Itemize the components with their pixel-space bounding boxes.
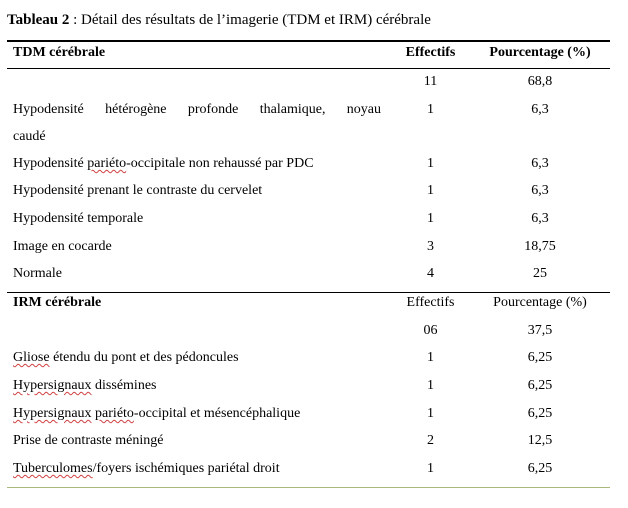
bottom-rule [7, 487, 610, 488]
row-effectifs: 1 [427, 378, 434, 393]
row-label: Image en cocarde [13, 239, 112, 254]
row-label-part: pariéto [87, 156, 127, 171]
row-pourcentage: 6,3 [531, 183, 549, 198]
row-pourcentage: 25 [533, 266, 547, 281]
row-pourcentage: 12,5 [527, 433, 553, 448]
row-pourcentage: 6,3 [531, 211, 549, 226]
row-label-part: -occipital et mésencéphalique [133, 406, 301, 421]
row-label [13, 378, 157, 394]
tdm-header-rule [7, 68, 610, 69]
irm-pourcentage-header: Pourcentage (%) [493, 295, 587, 310]
row-label-part: Tuberculomes [13, 461, 93, 476]
row-label-part: Gliose [13, 350, 50, 365]
table-row [0, 433, 628, 453]
row-pourcentage: 6,3 [531, 102, 549, 117]
table-row [0, 406, 628, 426]
row-label-part: Hypersignaux [13, 406, 92, 421]
table-row [0, 156, 628, 176]
table-row-continuation [0, 129, 628, 149]
tdm-total-effectifs: 11 [423, 74, 438, 89]
row-label-part: Hypersignaux [13, 378, 92, 393]
irm-effectifs-header: Effectifs [406, 295, 455, 310]
table-row [0, 350, 628, 370]
row-effectifs: 1 [427, 350, 434, 365]
table-row [0, 211, 628, 231]
row-label [13, 461, 280, 477]
table-caption [7, 12, 431, 29]
row-pourcentage: 18,75 [524, 239, 556, 254]
tdm-total-pourcentage: 68,8 [527, 74, 553, 89]
row-label-part: étendu du pont et des pédoncules [49, 350, 239, 365]
top-rule [7, 40, 610, 42]
row-effectifs: 1 [427, 102, 434, 117]
row-label [13, 156, 314, 172]
row-label-continued: caudé [13, 129, 46, 144]
caption-text: : Détail des résultats de l’imagerie (TDM et IRM) cérébrale [69, 12, 431, 28]
tdm-effectifs-header: Effectifs [405, 45, 456, 60]
row-effectifs: 1 [427, 211, 434, 226]
irm-total-row [0, 323, 628, 343]
tdm-title: TDM cérébrale [13, 45, 106, 60]
row-label-part: dissémines [91, 378, 157, 393]
table-row [0, 239, 628, 259]
row-effectifs: 2 [427, 433, 434, 448]
row-label: Hypodensité temporale [13, 211, 144, 226]
section-divider-rule [7, 292, 610, 293]
caption-label: Tableau 2 [7, 12, 70, 28]
tdm-header-row [0, 45, 628, 65]
row-pourcentage: 6,25 [527, 461, 553, 476]
table-row [0, 102, 628, 122]
row-pourcentage: 6,25 [527, 350, 553, 365]
row-label [13, 406, 300, 422]
row-label: Normale [13, 266, 62, 281]
tdm-total-row [0, 74, 628, 94]
row-pourcentage: 6,3 [531, 156, 549, 171]
table-row [0, 183, 628, 203]
tdm-pourcentage-header: Pourcentage (%) [489, 45, 591, 60]
row-label: Hypodensité hétérogène profonde thalamique, noyau [13, 102, 381, 117]
row-label: Hypodensité prenant le contraste du cervelet [13, 183, 263, 198]
row-label: Prise de contraste méningé [13, 433, 164, 448]
row-effectifs: 3 [427, 239, 434, 254]
row-pourcentage: 6,25 [527, 378, 553, 393]
row-label-part: -occipitale non rehaussé par PDC [126, 156, 314, 171]
irm-header-row [0, 295, 628, 315]
row-label-part: Hypodensité [13, 156, 88, 171]
row-effectifs: 1 [427, 156, 434, 171]
row-effectifs: 1 [427, 461, 434, 476]
row-label-part: /foyers ischémiques pariétal droit [92, 461, 280, 476]
row-effectifs: 1 [427, 406, 434, 421]
row-pourcentage: 6,25 [527, 406, 553, 421]
table-row [0, 378, 628, 398]
table-row [0, 266, 628, 286]
irm-total-pourcentage: 37,5 [527, 323, 553, 338]
irm-total-effectifs: 06 [423, 323, 438, 338]
row-effectifs: 1 [427, 183, 434, 198]
row-label [13, 350, 239, 366]
table-row [0, 461, 628, 481]
row-effectifs: 4 [427, 266, 434, 281]
irm-title: IRM cérébrale [13, 295, 102, 310]
row-label-part: pariéto [95, 406, 134, 421]
